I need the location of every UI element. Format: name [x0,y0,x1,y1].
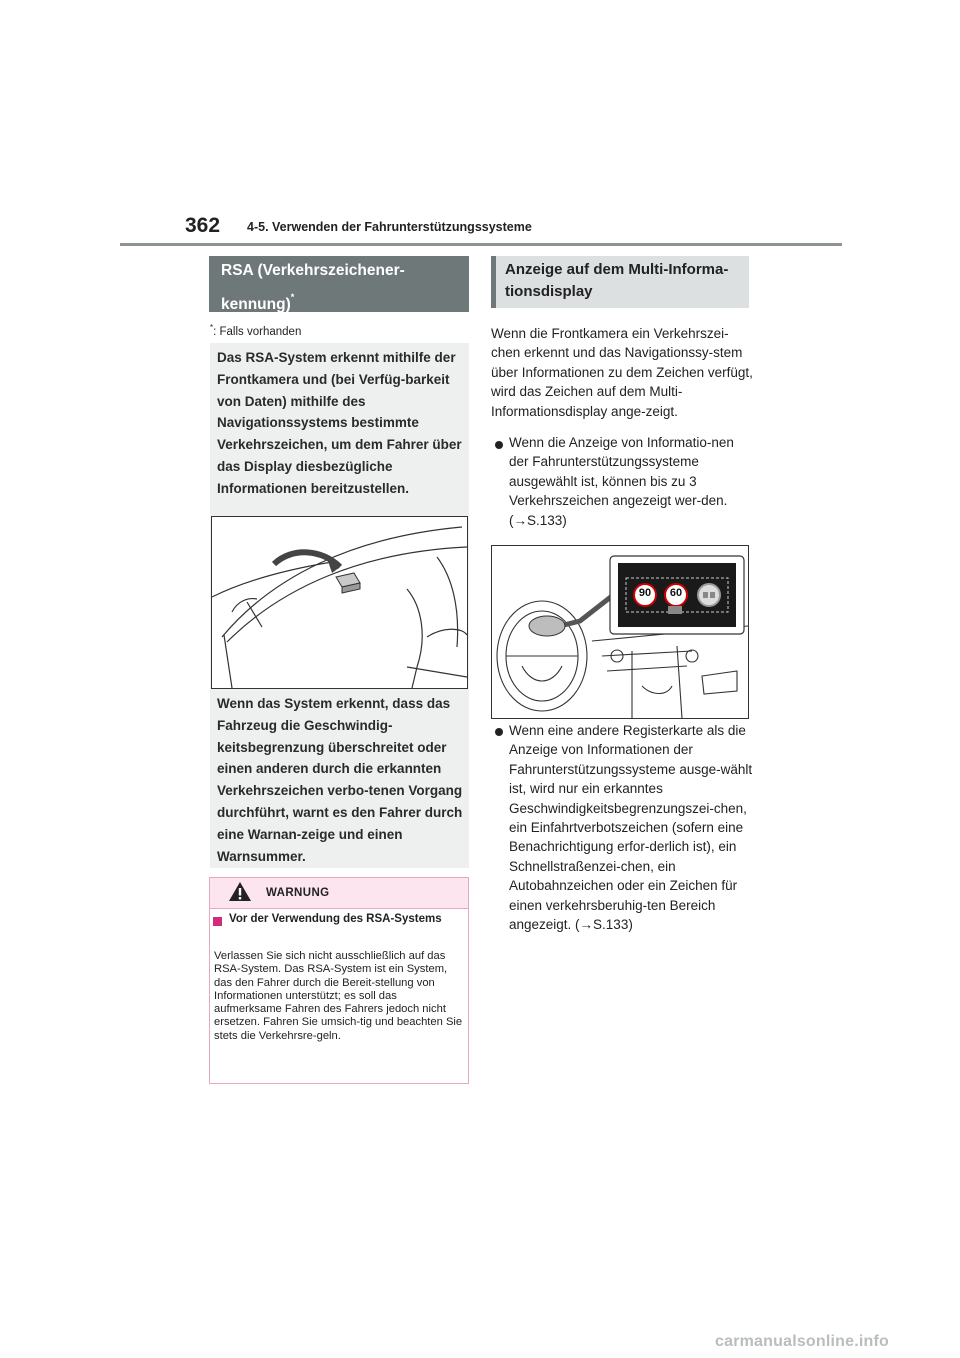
footnote-text: : Falls vorhanden [213,325,302,338]
no-overtaking-sign [698,584,720,606]
warning-bullet-square [213,917,222,926]
warning-title: WARNUNG [266,887,330,899]
section-heading-rsa [209,256,469,312]
warning-triangle-icon [228,881,252,902]
section-heading-rsa-footnote-mark: * [290,292,295,302]
section-heading-display [491,256,749,308]
intro-text: Das RSA-System erkennt mithilfe der Frontkamera und (bei Verfüg-barkeit von Daten) mithilfe des Navigationssystems bestimmte Verkehrszeichen, um dem Fahrer über das Display diesbezügliche Informationen bereitzustellen. [217,350,462,496]
camera-unit [336,573,360,593]
section-heading-rsa-line2: kennung) [221,296,291,313]
warning-subtitle: Vor der Verwendung des RSA-Systems [229,913,442,925]
warning-body: Verlassen Sie sich nicht ausschließlich auf das RSA-System. Das RSA-System ist ein System, das den Fahrer durch die Bereit-stellung von Informationen unterstützt; es soll das aufmerksame Fahren des Fahrers jedoch nicht ersetzen. Fahren Sie umsich-tig und beachten Sie stets die Verkehrsre-geln. [214,950,463,1042]
chapter-title: 4-5. Verwenden der Fahrunterstützungssysteme [247,220,532,234]
section-heading-rsa-line1: RSA (Verkehrszeichener- [221,262,405,279]
watermark: carmanualsonline.info [715,1333,890,1350]
section-heading-display-line2: tionsdisplay [505,283,593,300]
footnote-mark: * [210,323,214,332]
section-heading-rsa-line2-wrap [221,284,457,318]
bullet-dot [495,728,503,736]
bullet-item-1: Wenn die Anzeige von Informatio-nen der Fahrunterstützungssysteme ausgewählt ist, können bis zu 3 Verkehrszeichen angezeigt wer-den. (→S.133) [509,435,734,528]
speed-sign-90-label: 90 [638,587,652,599]
section-heading-display-line1: Anzeige auf dem Multi-Informa- [505,261,729,278]
cockpit-display-illustration [491,545,749,719]
windshield-camera-illustration [211,516,468,689]
speed-sign-60-label: 60 [669,587,683,599]
warning-summary-text: Wenn das System erkennt, dass das Fahrzeug die Geschwindig-keitsbegrenzung überschreitet oder einen anderen durch die erkannten Verkehrszeichen verbo-tenen Vorgang durchführt, warnt es den Fahrer durch eine Warnan-zeige und einen Warnsummer. [217,696,463,864]
windshield-drawing [212,517,467,688]
header-rule [120,243,842,246]
footnote [210,323,301,338]
display-paragraph: Wenn die Frontkamera ein Verkehrszei-chen erkennt und das Navigationssy-stem über Informationen zu dem Zeichen verfügt, wird das Zeichen auf dem Multi-Informationsdisplay ange-zeigt. [491,326,753,419]
cockpit-drawing [492,546,748,718]
bullet-item-2: Wenn eine andere Registerkarte als die Anzeige von Informationen der Fahrunterstützungssysteme ausge-wählt ist, wird nur ein erkanntes Geschwindigkeitsbegrenzungszei-chen, ein Einfahrtverbotszeichen (sofern eine Benachrichtigung erfor-derlich ist), ein Schnellstraßenzei-chen, ein Autobahnzeichen oder ein Zeichen für einen verkehrsberuhig-ten Bereich angezeigt. (→S.133) [509,723,753,933]
page-number: 362 [185,214,221,237]
bullet-dot [495,441,503,449]
